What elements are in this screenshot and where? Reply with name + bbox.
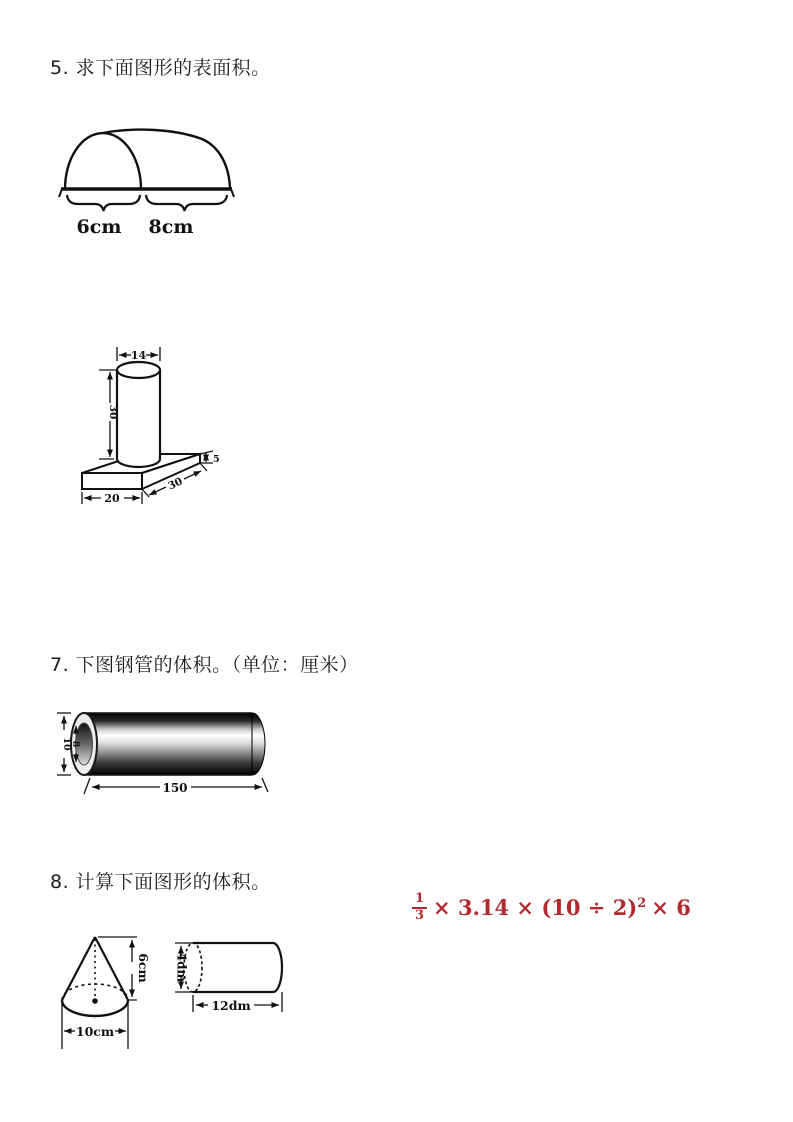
cone-base-back-arc xyxy=(62,984,128,1000)
cone-center-dot xyxy=(92,998,98,1004)
slab-thickness-label: 5 xyxy=(213,454,220,465)
formula-middle: × 3.14 × (10 ÷ 2) xyxy=(433,895,638,921)
pipe-outer-diameter-label: 10 xyxy=(61,737,72,751)
hcyl-right-cap xyxy=(273,943,282,992)
dim30d-left-arrow xyxy=(149,487,166,495)
pipe-inner-diameter-label: 8 xyxy=(70,740,80,748)
fraction xyxy=(412,892,427,923)
pipe-right-cap xyxy=(252,713,265,775)
cone-diameter-label: 10cm xyxy=(75,1024,115,1039)
dome-ridge xyxy=(103,130,230,188)
slab-width-label: 20 xyxy=(104,492,120,505)
slab-depth-label: 30 xyxy=(166,475,185,493)
formula-tail: × 6 xyxy=(651,895,691,921)
cylinder-height-label: 30 xyxy=(107,404,119,420)
hcyl-length-label: 12dm xyxy=(211,998,251,1013)
cone-height-label: 6cm xyxy=(136,953,151,983)
figure-steel-pipe xyxy=(50,700,278,800)
fraction-numerator: 1 xyxy=(412,892,427,909)
formula-expression xyxy=(433,895,691,920)
cylinder-top-ellipse xyxy=(117,362,160,378)
problem-5-title: 5. 求下面图形的表面积。 xyxy=(50,57,271,79)
problem-8-title: 8. 计算下面图形的体积。 xyxy=(50,871,271,893)
dim30d-right-arrow xyxy=(184,471,201,479)
slab-front-face xyxy=(82,473,142,489)
cylinder-body-fill xyxy=(117,370,160,467)
figure-half-cylinders xyxy=(55,122,240,238)
problem-7-title: 7. 下图钢管的体积。（单位：厘米） xyxy=(50,654,359,676)
pipe-body xyxy=(84,713,252,775)
figure-cylinder-on-slab xyxy=(60,340,220,510)
figure-cone xyxy=(42,925,154,1055)
formula-exponent: 2 xyxy=(637,896,647,912)
dome-front-arc xyxy=(65,133,141,189)
figure-horizontal-cylinder xyxy=(165,935,290,1017)
slab-cylinder-diameter-label: 14 xyxy=(130,349,147,362)
cone-height-ticks xyxy=(98,937,137,1000)
dome-right-width-label: 8cm xyxy=(148,216,194,238)
left-brace xyxy=(67,195,140,211)
pipe-length-label: 150 xyxy=(162,781,188,795)
hcyl-body-lines xyxy=(193,943,273,992)
dome-left-width-label: 6cm xyxy=(76,216,122,238)
formula xyxy=(412,892,691,923)
fraction-denominator: 3 xyxy=(415,907,425,923)
right-brace xyxy=(146,195,227,211)
hcyl-diameter-label: 4dm xyxy=(174,952,189,983)
